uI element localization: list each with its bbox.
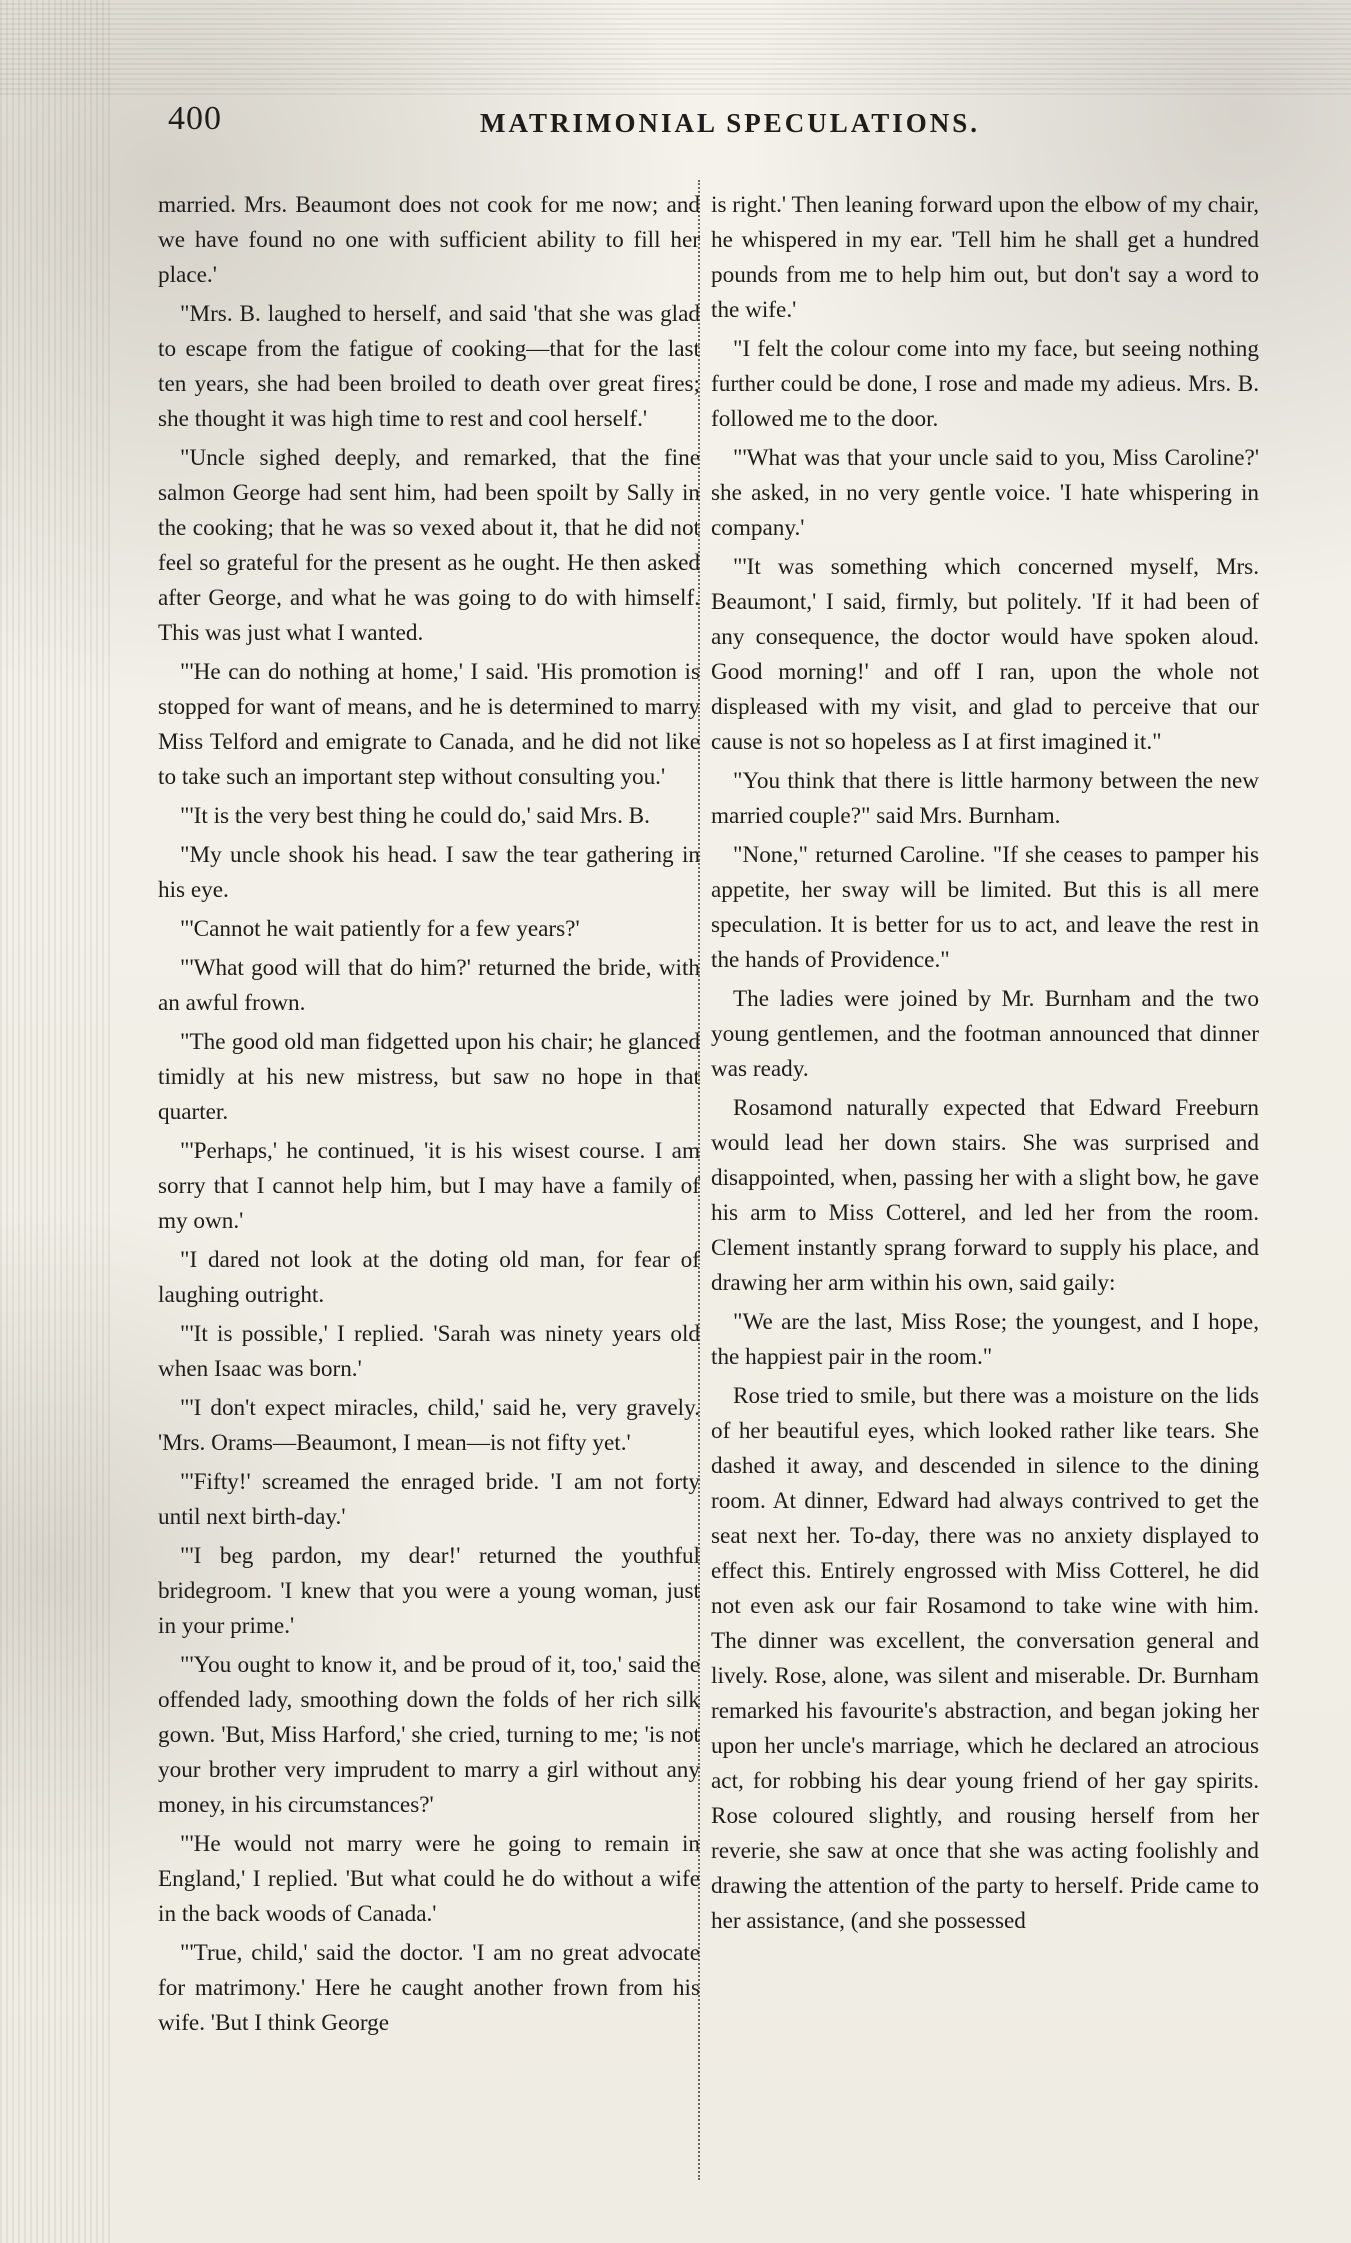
page-number: 400 — [168, 100, 222, 137]
paragraph: "My uncle shook his head. I saw the tear gathering in his eye. — [158, 842, 700, 903]
paragraph: Rose tried to smile, but there was a moisture on the lids of her beautiful eyes, which looked rather like tears. She dashed it away, and descended in silence to the dining room. At dinner, Edward had always contrived to get the seat next her. To-day, there was no anxiety displayed to effect this. Entirely engrossed with Miss Cotterel, he did not even ask our fair Rosamond to take wine with him. The dinner was excellent, the conversation general and lively. Rose, alone, was silent and miserable. Dr. Burnham remarked his favourite's abstraction, and began joking her upon her uncle's marriage, which he declared an atrocious act, for robbing his dear young friend of her gay spirits. Rose coloured slightly, and rousing herself from her reverie, she saw at once that she was acting foolishly and drawing the attention of the party to herself. Pride came to her assistance, (and she possessed — [711, 1383, 1259, 1934]
paragraph: "'It is possible,' I replied. 'Sarah was ninety years old when Isaac was born.' — [158, 1321, 700, 1382]
paragraph: "'Fifty!' screamed the enraged bride. 'I am not forty until next birth-day.' — [158, 1469, 700, 1530]
left-column — [158, 188, 700, 2045]
paragraph: "'It is the very best thing he could do,' said Mrs. B. — [180, 803, 650, 829]
paragraph: "'It was something which concerned myself, Mrs. Beaumont,' I said, firmly, but politely. 'If it had been of any consequence, the doctor would have spoken aloud. Good morning!' and off I ran, upon the whole not displeased with my visit, and glad to perceive that our cause is not so hopeless as I at first imagined it." — [711, 554, 1259, 755]
page-edge-shading — [0, 0, 110, 2243]
paragraph: "'True, child,' said the doctor. 'I am no great advocate for matrimony.' Here he caught another frown from his wife. 'But I think George — [158, 1940, 700, 2036]
paragraph: "Mrs. B. laughed to herself, and said 'that she was glad to escape from the fatigue of cooking—that for the last ten years, she had been broiled to death over great fires; she thought it was high time to rest and cool herself.' — [158, 301, 700, 432]
paragraph: "'Cannot he wait patiently for a few years?' — [180, 916, 580, 942]
paragraph: "'I don't expect miracles, child,' said he, very gravely. 'Mrs. Orams—Beaumont, I mean—is not fifty yet.' — [158, 1395, 700, 1456]
paragraph: "The good old man fidgetted upon his chair; he glanced timidly at his new mistress, but saw no hope in that quarter. — [158, 1029, 700, 1125]
paragraph: "I felt the colour come into my face, but seeing nothing further could be done, I rose and made my adieus. Mrs. B. followed me to the door. — [711, 336, 1259, 432]
page-top-shading — [0, 0, 1351, 95]
paragraph: "'What good will that do him?' returned the bride, with an awful frown. — [158, 955, 700, 1016]
right-column — [711, 188, 1259, 1943]
paragraph: "I dared not look at the doting old man, for fear of laughing outright. — [158, 1247, 700, 1308]
paragraph: married. Mrs. Beaumont does not cook for me now; and we have found no one with sufficient ability to fill her place.' — [158, 192, 700, 288]
paragraph: "'Perhaps,' he continued, 'it is his wisest course. I am sorry that I cannot help him, but I may have a family of my own.' — [158, 1138, 700, 1234]
paragraph: "Uncle sighed deeply, and remarked, that the fine salmon George had sent him, had been spoilt by Sally in the cooking; that he was so vexed about it, that he did not feel so grateful for the present as he ought. He then asked after George, and what he was going to do with himself. This was just what I wanted. — [158, 445, 700, 646]
paragraph: is right.' Then leaning forward upon the elbow of my chair, he whispered in my ear. 'Tell him he shall get a hundred pounds from me to help him out, but don't say a word to the wife.' — [711, 192, 1259, 323]
page-header — [160, 100, 1260, 160]
paragraph: "'He can do nothing at home,' I said. 'His promotion is stopped for want of means, and he is determined to marry Miss Telford and emigrate to Canada, and he did not like to take such an important step without consulting you.' — [158, 659, 700, 790]
paragraph: The ladies were joined by Mr. Burnham and the two young gentlemen, and the footman announced that dinner was ready. — [711, 986, 1259, 1082]
paragraph: "You think that there is little harmony between the new married couple?" said Mrs. Burnham. — [711, 768, 1259, 829]
paragraph: "'You ought to know it, and be proud of it, too,' said the offended lady, smoothing down the folds of her rich silk gown. 'But, Miss Harford,' she cried, turning to me; 'is not your brother very imprudent to marry a girl without any money, in his circumstances?' — [158, 1652, 700, 1818]
running-title: MATRIMONIAL SPECULATIONS. — [480, 108, 981, 138]
paragraph: Rosamond naturally expected that Edward Freeburn would lead her down stairs. She was surprised and disappointed, when, passing her with a slight bow, he gave his arm to Miss Cotterel, and led her from the room. Clement instantly sprang forward to supply his place, and drawing her arm within his own, said gaily: — [711, 1095, 1259, 1296]
paragraph: "'He would not marry were he going to remain in England,' I replied. 'But what could he do without a wife in the back woods of Canada.' — [158, 1831, 700, 1927]
paragraph: "None," returned Caroline. "If she ceases to pamper his appetite, her sway will be limited. But this is all mere speculation. It is better for us to act, and leave the rest in the hands of Providence." — [711, 842, 1259, 973]
paragraph: "We are the last, Miss Rose; the youngest, and I hope, the happiest pair in the room." — [711, 1309, 1259, 1370]
paragraph: "'I beg pardon, my dear!' returned the youthful bridegroom. 'I knew that you were a young woman, just in your prime.' — [158, 1543, 700, 1639]
paragraph: "'What was that your uncle said to you, Miss Caroline?' she asked, in no very gentle voice. 'I hate whispering in company.' — [711, 445, 1259, 541]
